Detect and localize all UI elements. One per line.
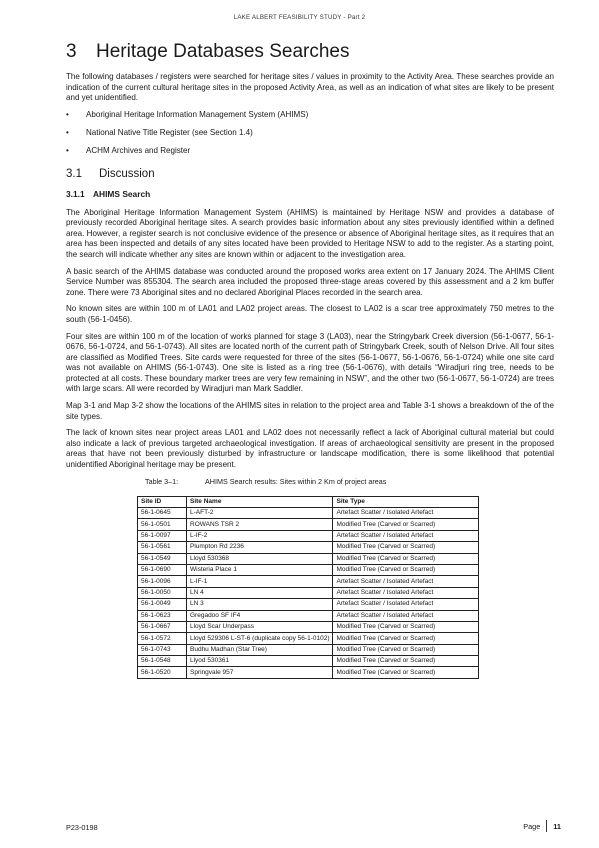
cell-site-id: 56-1-0667 xyxy=(138,621,187,632)
table-row xyxy=(138,656,479,667)
table-row xyxy=(138,542,479,553)
table-row xyxy=(138,633,479,644)
cell-site-type: Modified Tree (Carved or Scarred) xyxy=(333,564,479,575)
paragraph: The Aboriginal Heritage Information Management System (AHIMS) is maintained by Heritage NSW and provides a database of previously recorded Aboriginal heritage sites. A search provides basic information about any sites previously identified within a defined area. However, a register search is not conclusive evidence of the presence or absence of Aboriginal heritage sites, as it requires that an area has been inspected and details of any sites located have been provided to Heritage NSW to add to the register. As a starting point, the search will indicate whether any sites are known within or adjacent to the investigation area. xyxy=(66,207,554,259)
cell-site-type: Artefact Scatter / Isolated Artefact xyxy=(333,576,479,587)
list-item: • ACHM Archives and Register xyxy=(66,145,191,155)
column-header-site-type: Site Type xyxy=(333,496,479,507)
subsection-title: Discussion xyxy=(99,167,155,180)
cell-site-type: Modified Tree (Carved or Scarred) xyxy=(333,553,479,564)
cell-site-id: 56-1-0549 xyxy=(138,553,187,564)
page-divider xyxy=(546,820,547,832)
cell-site-id: 56-1-0690 xyxy=(138,564,187,575)
table-row xyxy=(138,519,479,530)
cell-site-name: Plumpton Rd 2236 xyxy=(187,542,333,553)
table-row xyxy=(138,667,479,678)
cell-site-name: Lloyd Scar Underpass xyxy=(187,621,333,632)
subsection-number: 3.1 xyxy=(66,167,82,180)
bullet-icon: • xyxy=(66,109,69,119)
subsubsection-title: AHIMS Search xyxy=(93,188,151,199)
page-content xyxy=(66,40,554,679)
page-number: 11 xyxy=(553,821,561,831)
intro-paragraph: The following databases / registers were searched for heritage sites / values in proximity to the Activity Area. These searches provide an indication of the current cultural heritage sites in the proposed Activity Area, as well as an indication of what sites are likely to be present and yet unidentified. xyxy=(66,72,554,103)
cell-site-id: 56-1-0623 xyxy=(138,610,187,621)
paragraph: The lack of known sites near project areas LA01 and LA02 does not necessarily reflect a lack of Aboriginal cultural material but could also indicate a lack of previous targeted archaeological investigation. If areas of archaeological sensitivity are present in the proposed areas that have not been previously disturbed by infrastructure or landscape modification, there is some likelihood that potential unidentified Aboriginal heritage may be present. xyxy=(66,428,554,470)
table-row xyxy=(138,576,479,587)
column-header-site-name: Site Name xyxy=(187,496,333,507)
cell-site-name: Llyod 530361 xyxy=(187,656,333,667)
cell-site-id: 56-1-0520 xyxy=(138,667,187,678)
table-caption-label: Table 3–1: xyxy=(145,476,179,486)
subsubsection-number: 3.1.1 xyxy=(66,188,85,199)
document-code: P23-0198 xyxy=(66,823,98,832)
table-row xyxy=(138,621,479,632)
cell-site-name: L-AFT-2 xyxy=(187,508,333,519)
table-row xyxy=(138,587,479,598)
paragraph: Four sites are within 100 m of the location of works planned for stage 3 (LA03), near the Stringybark Creek diversion (56-1-0677, 56-1-0676, 56-1-0724, and 56-1-0743). All sites are located north of the current path of Stringybark Creek, south of Nelson Drive. All four sites are classified as Modified Trees. Site cards were requested for three of the sites (56-1-0677, 56-1-0676, 56-1-0724) while one site card was not available on AHIMS (56-1-0743). One site is listed as a ring tree (56-1-0676), with details “Wiradjuri ring tree, needs to be protected at all costs. These boundary marker trees are very few remaining in NSW”, and the other two (56-1-0677, 56-1-0724) are trees with large scars. All were recorded by Wiradjuri man Mark Saddler. xyxy=(66,331,554,394)
cell-site-type: Modified Tree (Carved or Scarred) xyxy=(333,542,479,553)
cell-site-id: 56-1-0501 xyxy=(138,519,187,530)
table-body xyxy=(138,508,479,679)
cell-site-type: Modified Tree (Carved or Scarred) xyxy=(333,621,479,632)
cell-site-type: Modified Tree (Carved or Scarred) xyxy=(333,644,479,655)
table-row xyxy=(138,564,479,575)
page-number-block xyxy=(523,820,561,832)
cell-site-type: Artefact Scatter / Isolated Artefact xyxy=(333,599,479,610)
cell-site-name: Lloyd 529306 L-ST-6 (duplicate copy 56-1-0102) xyxy=(187,633,333,644)
cell-site-id: 56-1-0049 xyxy=(138,599,187,610)
table-row xyxy=(138,599,479,610)
cell-site-name: Springvale 957 xyxy=(187,667,333,678)
table-row xyxy=(138,508,479,519)
subsubsection-heading xyxy=(66,189,554,200)
cell-site-id: 56-1-0548 xyxy=(138,656,187,667)
cell-site-type: Artefact Scatter / Isolated Artefact xyxy=(333,530,479,541)
page-label: Page xyxy=(523,821,541,831)
table-header-row xyxy=(138,496,479,507)
table-caption xyxy=(145,477,554,487)
table-row xyxy=(138,530,479,541)
cell-site-name: ROWANS TSR 2 xyxy=(187,519,333,530)
cell-site-id: 56-1-0572 xyxy=(138,633,187,644)
running-header: LAKE ALBERT FEASIBILITY STUDY - Part 2 xyxy=(233,14,366,21)
cell-site-id: 56-1-0050 xyxy=(138,587,187,598)
bullet-icon: • xyxy=(66,127,69,137)
cell-site-name: Lloyd 530368 xyxy=(187,553,333,564)
cell-site-id: 56-1-0743 xyxy=(138,644,187,655)
cell-site-id: 56-1-0645 xyxy=(138,508,187,519)
cell-site-type: Artefact Scatter / Isolated Artefact xyxy=(333,508,479,519)
list-item: • National Native Title Register (see Section 1.4) xyxy=(66,127,253,137)
cell-site-name: Wisteria Place 1 xyxy=(187,564,333,575)
ahims-results-table xyxy=(137,496,479,679)
cell-site-type: Modified Tree (Carved or Scarred) xyxy=(333,656,479,667)
paragraph: A basic search of the AHIMS database was conducted around the proposed works area extent on 17 January 2024. The AHIMS Client Service Number was 855304. The search area included the proposed three-stage areas covered by this assessment and a 2 km buffer zone. There were 73 Aboriginal sites and no declared Aboriginal Places recorded in the search area. xyxy=(66,266,554,297)
cell-site-name: L-IF-2 xyxy=(187,530,333,541)
section-title: Heritage Databases Searches xyxy=(96,41,350,62)
list-item: • Aboriginal Heritage Information Management System (AHIMS) xyxy=(66,109,309,119)
section-heading xyxy=(66,40,554,64)
paragraph: No known sites are within 100 m of LA01 and LA02 project areas. The closest to LA02 is a scar tree approximately 750 metres to the south (56-1-0456). xyxy=(66,304,554,324)
cell-site-name: LN 4 xyxy=(187,587,333,598)
cell-site-name: Gregadoo SF IF4 xyxy=(187,610,333,621)
cell-site-id: 56-1-0096 xyxy=(138,576,187,587)
cell-site-name: Budhu Madhan (Star Tree) xyxy=(187,644,333,655)
cell-site-id: 56-1-0561 xyxy=(138,542,187,553)
subsection-heading xyxy=(66,167,554,181)
cell-site-type: Artefact Scatter / Isolated Artefact xyxy=(333,587,479,598)
section-number: 3 xyxy=(66,41,77,62)
database-list xyxy=(66,110,554,157)
table-row xyxy=(138,610,479,621)
paragraph: Map 3-1 and Map 3-2 show the locations of the AHIMS sites in relation to the project area and Table 3-1 shows a breakdown of the of the site types. xyxy=(66,401,554,421)
bullet-icon: • xyxy=(66,145,69,155)
cell-site-id: 56-1-0097 xyxy=(138,530,187,541)
cell-site-name: LN 3 xyxy=(187,599,333,610)
cell-site-type: Modified Tree (Carved or Scarred) xyxy=(333,667,479,678)
column-header-site-id: Site ID xyxy=(138,496,187,507)
table-row xyxy=(138,553,479,564)
cell-site-type: Modified Tree (Carved or Scarred) xyxy=(333,633,479,644)
table-caption-text: AHIMS Search results: Sites within 2 Km of project areas xyxy=(205,476,387,486)
cell-site-name: L-IF-1 xyxy=(187,576,333,587)
table-row xyxy=(138,644,479,655)
cell-site-type: Modified Tree (Carved or Scarred) xyxy=(333,519,479,530)
cell-site-type: Artefact Scatter / Isolated Artefact xyxy=(333,610,479,621)
